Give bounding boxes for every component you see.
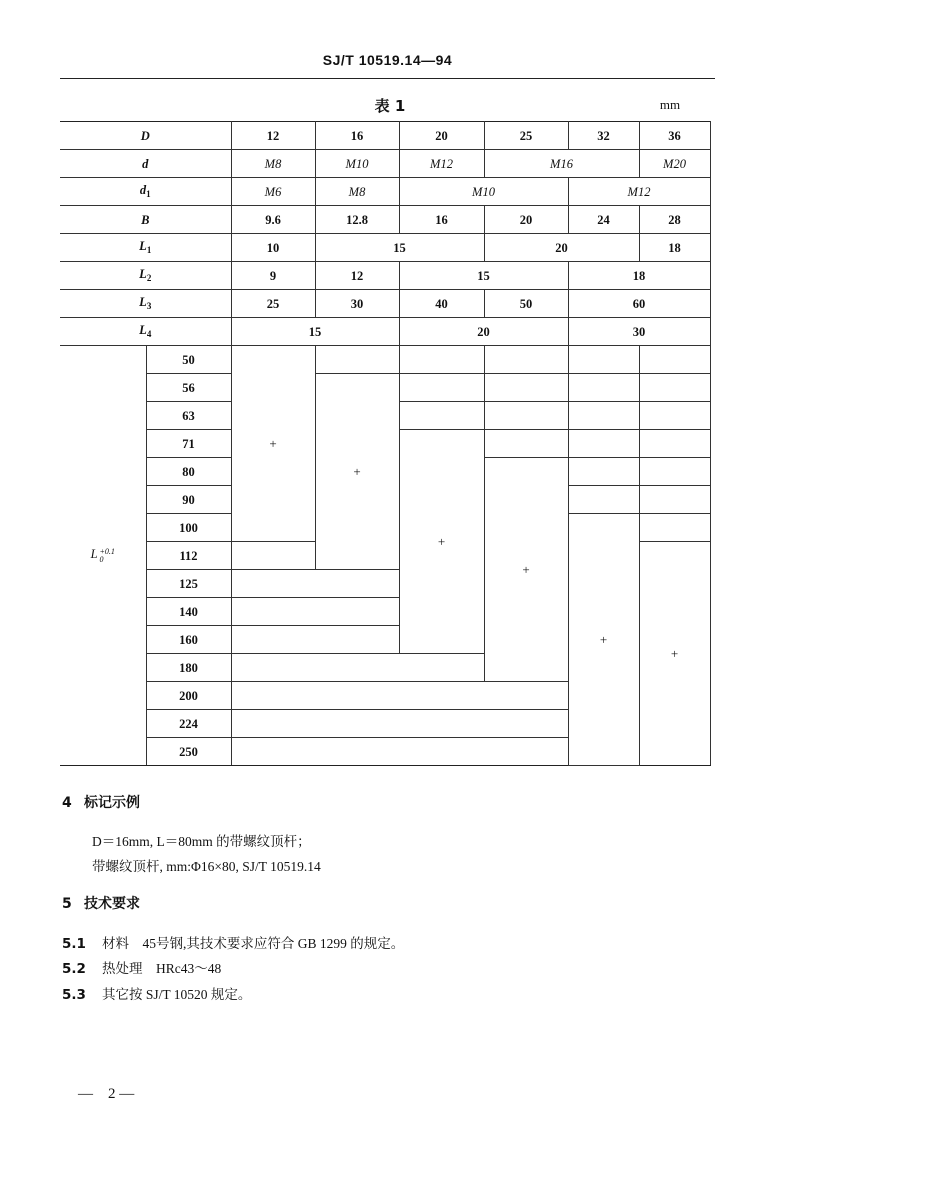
table-cell: M12 bbox=[568, 178, 710, 206]
blank-cell bbox=[568, 430, 639, 458]
table-cell: 20 bbox=[484, 234, 639, 262]
blank-cell bbox=[484, 402, 568, 430]
table-cell: 16 bbox=[399, 206, 484, 234]
table-cell: M8 bbox=[315, 178, 399, 206]
blank-cell bbox=[639, 458, 710, 486]
marking-example-line-1: D＝16mm, L＝80mm 的带螺纹顶杆； bbox=[92, 834, 311, 849]
requirement-5-1: 5.1 材料 45号钢,其技术要求应符合 GB 1299 的规定。 bbox=[62, 936, 405, 952]
requirement-5-3: 5.3 其它按 SJ/T 10520 规定。 bbox=[62, 987, 252, 1003]
length-value: 71 bbox=[146, 430, 231, 458]
table-row-L4 bbox=[60, 318, 710, 346]
blank-cell bbox=[315, 346, 399, 374]
length-value: 90 bbox=[146, 486, 231, 514]
table-cell: 20 bbox=[399, 318, 568, 346]
blank-cell bbox=[231, 710, 568, 738]
table-cell: 50 bbox=[484, 290, 568, 318]
blank-cell bbox=[399, 402, 484, 430]
table-row-L2 bbox=[60, 262, 710, 290]
table-cell: M6 bbox=[231, 178, 315, 206]
blank-cell bbox=[639, 486, 710, 514]
blank-cell bbox=[639, 346, 710, 374]
length-value: 112 bbox=[146, 542, 231, 570]
table-cell: 12 bbox=[315, 262, 399, 290]
table-cell: 28 bbox=[639, 206, 710, 234]
table-row-d1 bbox=[60, 178, 710, 206]
blank-cell bbox=[568, 346, 639, 374]
table-cell: 18 bbox=[568, 262, 710, 290]
blank-cell bbox=[639, 374, 710, 402]
length-value: 100 bbox=[146, 514, 231, 542]
length-label: L +0.1 0 bbox=[60, 346, 146, 766]
blank-cell bbox=[568, 402, 639, 430]
length-value: 125 bbox=[146, 570, 231, 598]
requirement-5-2: 5.2 热处理 HRc43～48 bbox=[62, 961, 222, 977]
table-cell: 9.6 bbox=[231, 206, 315, 234]
page-number: — 2 — bbox=[78, 1086, 135, 1102]
table-cell: 16 bbox=[315, 122, 399, 150]
blank-cell bbox=[231, 738, 639, 766]
availability-mark: + bbox=[568, 514, 639, 766]
blank-cell bbox=[231, 626, 399, 654]
row-label-d1: $d_1$ bbox=[60, 178, 231, 206]
availability-mark: + bbox=[639, 542, 710, 766]
table-cell: 40 bbox=[399, 290, 484, 318]
table-cell: 15 bbox=[399, 262, 568, 290]
blank-cell bbox=[568, 374, 639, 402]
length-value: 250 bbox=[146, 738, 231, 766]
table-row-d bbox=[60, 150, 710, 178]
table-cell: 30 bbox=[568, 318, 710, 346]
length-value: 63 bbox=[146, 402, 231, 430]
length-row bbox=[60, 346, 710, 374]
table-cell: 25 bbox=[484, 122, 568, 150]
table-cell: 10 bbox=[231, 234, 315, 262]
table-caption: 表 1 bbox=[374, 97, 406, 115]
length-value: 80 bbox=[146, 458, 231, 486]
section-5-heading: 5 技术要求 bbox=[62, 896, 140, 912]
row-label-L1: $L_1$ bbox=[60, 234, 231, 262]
blank-cell bbox=[639, 514, 710, 542]
availability-mark: + bbox=[231, 346, 315, 542]
blank-cell bbox=[484, 430, 568, 458]
table-cell: M8 bbox=[231, 150, 315, 178]
table-row-L3 bbox=[60, 290, 710, 318]
document-header: SJ/T 10519.14—94 bbox=[322, 52, 453, 68]
length-row bbox=[60, 374, 710, 402]
blank-cell bbox=[639, 430, 710, 458]
table-cell: 25 bbox=[231, 290, 315, 318]
blank-cell bbox=[484, 374, 568, 402]
table-cell: 12 bbox=[231, 122, 315, 150]
table-cell: 20 bbox=[484, 206, 568, 234]
blank-cell bbox=[399, 346, 484, 374]
header-rule bbox=[60, 78, 715, 79]
table-cell: 15 bbox=[315, 234, 484, 262]
table-cell: M10 bbox=[399, 178, 568, 206]
marking-example-line-2: 带螺纹顶杆, mm:Φ16×80, SJ/T 10519.14 bbox=[92, 859, 321, 874]
table-cell: 12.8 bbox=[315, 206, 399, 234]
length-value: 50 bbox=[146, 346, 231, 374]
table-row-L1 bbox=[60, 234, 710, 262]
length-row bbox=[60, 738, 710, 766]
blank-cell bbox=[568, 486, 639, 514]
availability-mark: + bbox=[484, 458, 568, 682]
section-4-heading: 4 标记示例 bbox=[62, 795, 140, 811]
table-row-D bbox=[60, 122, 710, 150]
table-cell: 15 bbox=[231, 318, 399, 346]
table-cell: M20 bbox=[639, 150, 710, 178]
table-unit: mm bbox=[659, 97, 681, 112]
table-cell: 9 bbox=[231, 262, 315, 290]
row-label-L4: $L_4$ bbox=[60, 318, 231, 346]
length-value: 200 bbox=[146, 682, 231, 710]
blank-cell bbox=[639, 402, 710, 430]
table-cell: M10 bbox=[315, 150, 399, 178]
blank-cell bbox=[568, 458, 639, 486]
dimension-table bbox=[60, 121, 711, 766]
row-label-d: d bbox=[60, 150, 231, 178]
length-value: 140 bbox=[146, 598, 231, 626]
table-cell: 30 bbox=[315, 290, 399, 318]
table-row-B bbox=[60, 206, 710, 234]
table-cell: 18 bbox=[639, 234, 710, 262]
length-value: 56 bbox=[146, 374, 231, 402]
table-cell: 32 bbox=[568, 122, 639, 150]
availability-mark: + bbox=[399, 430, 484, 654]
table-cell: 20 bbox=[399, 122, 484, 150]
table-cell: 36 bbox=[639, 122, 710, 150]
blank-cell bbox=[231, 570, 399, 598]
row-label-L3: $L_3$ bbox=[60, 290, 231, 318]
table-cell: 24 bbox=[568, 206, 639, 234]
table-cell: M12 bbox=[399, 150, 484, 178]
length-value: 224 bbox=[146, 710, 231, 738]
row-label-L2: $L_2$ bbox=[60, 262, 231, 290]
length-value: 180 bbox=[146, 654, 231, 682]
blank-cell bbox=[231, 682, 568, 710]
row-label-D: D bbox=[60, 122, 231, 150]
availability-mark: + bbox=[315, 374, 399, 570]
row-label-B: B bbox=[60, 206, 231, 234]
table-cell: 60 bbox=[568, 290, 710, 318]
blank-cell bbox=[484, 346, 568, 374]
length-value: 160 bbox=[146, 626, 231, 654]
blank-cell bbox=[231, 542, 315, 570]
table-cell: M16 bbox=[484, 150, 639, 178]
blank-cell bbox=[231, 654, 484, 682]
blank-cell bbox=[399, 374, 484, 402]
blank-cell bbox=[231, 598, 399, 626]
